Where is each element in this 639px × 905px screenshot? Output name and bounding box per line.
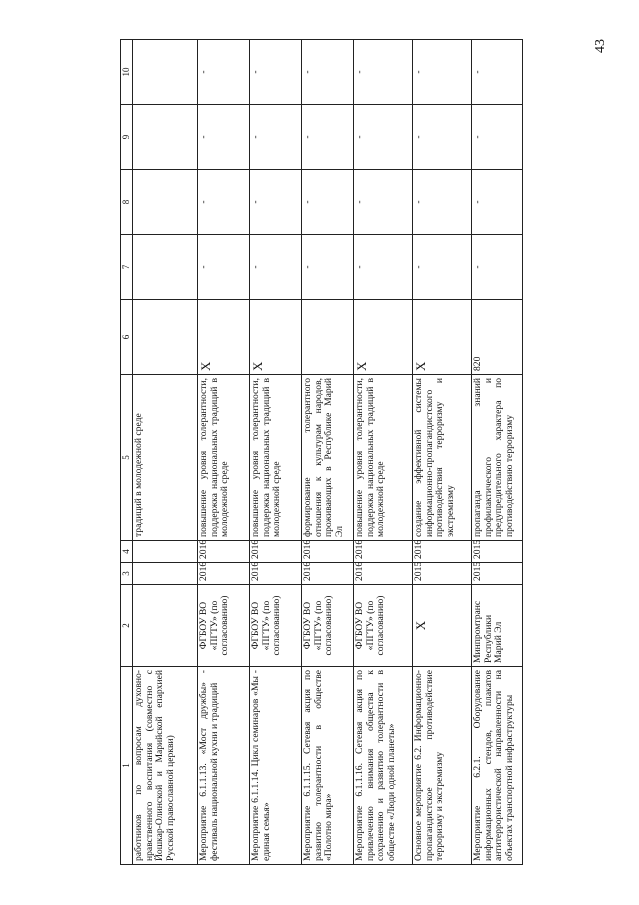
value-cell: - [413,105,472,170]
executor-cell: ФГБОУ ВО «ПГТУ» (по согласованию) [354,585,413,667]
value-cell: Х [413,300,472,375]
value-cell: 820 [472,300,523,375]
end-year-cell: 2016 [354,541,413,563]
value-cell: - [302,105,354,170]
value-cell: - [472,40,523,105]
activity-name-cell: Мероприятие 6.1.1.14. Цикл семинаров «Мы - единая семья» [250,667,302,865]
value-cell [133,105,198,170]
table-row [413,40,472,865]
table-row [472,40,523,865]
value-cell: Х [354,300,413,375]
value-cell: - [302,170,354,235]
start-year-cell [133,563,198,585]
activity-name-cell: Мероприятие 6.1.1.15. Сетевая акция по развитию толерантности в обществе «Полотно мира» [302,667,354,865]
executor-cell: ФГБОУ ВО «ПГТУ» (по согласованию) [198,585,250,667]
end-year-cell: 2015 [472,541,523,563]
expected-result-cell: формирование толерантного отношения к культурам народов, проживающих в Республике Марий Эл [302,375,354,541]
expected-result-cell: повышение уровня толерантности, поддержка национальных традиций в молодежной среде [198,375,250,541]
start-year-cell: 2016 [354,563,413,585]
table-row [354,40,413,865]
table-row [302,40,354,865]
column-header: 5 [121,375,133,541]
column-header: 3 [121,563,133,585]
column-header: 10 [121,40,133,105]
value-cell [133,235,198,300]
start-year-cell: 2016 [198,563,250,585]
column-header: 8 [121,170,133,235]
end-year-cell: 2016 [413,541,472,563]
start-year-cell: 2015 [472,563,523,585]
expected-result-cell: повышение уровня толерантности, поддержка национальных традиций в молодежной среде [250,375,302,541]
table-row [133,40,198,865]
page-number: 43 [593,39,608,53]
value-cell: - [472,170,523,235]
value-cell: Х [250,300,302,375]
activity-name-cell: Мероприятие 6.2.1. Оборудование информационных стендов, плакатов антитеррористической направленности на объектах транспортной инфраструктуры [472,667,523,865]
activity-name-cell: Мероприятие 6.1.1.13. «Мост дружбы» - фестиваль национальной кухни и традиций [198,667,250,865]
table-row [198,40,250,865]
start-year-cell: 2016 [250,563,302,585]
value-cell: - [198,105,250,170]
start-year-cell: 2016 [302,563,354,585]
value-cell: - [413,235,472,300]
value-cell [133,300,198,375]
start-year-cell: 2015 [413,563,472,585]
program-activities-table [120,39,523,865]
value-cell: - [354,105,413,170]
column-header: 1 [121,667,133,865]
value-cell: - [354,235,413,300]
value-cell: - [198,170,250,235]
value-cell: - [198,235,250,300]
rotated-page-content [120,40,590,865]
value-cell: - [354,170,413,235]
value-cell: - [250,235,302,300]
column-header: 9 [121,105,133,170]
executor-cell [133,585,198,667]
end-year-cell: 2016 [302,541,354,563]
table-row [250,40,302,865]
activity-name-cell: Основное мероприятие 6.2. Информационно-пропагандистское противодействие терроризму и экстремизму [413,667,472,865]
column-header: 2 [121,585,133,667]
executor-cell: Минпромтранс Республики Марий Эл [472,585,523,667]
column-header: 6 [121,300,133,375]
value-cell: - [250,40,302,105]
end-year-cell: 2016 [198,541,250,563]
column-header: 7 [121,235,133,300]
value-cell: - [354,40,413,105]
value-cell: - [250,170,302,235]
column-header: 4 [121,541,133,563]
value-cell: Х [198,300,250,375]
value-cell: - [472,105,523,170]
value-cell: - [302,235,354,300]
executor-cell: ФГБОУ ВО «ПГТУ» (по согласованию) [250,585,302,667]
value-cell: - [250,105,302,170]
value-cell: - [302,40,354,105]
value-cell: - [413,40,472,105]
executor-cell: ФГБОУ ВО «ПГТУ» (по согласованию) [302,585,354,667]
value-cell: - [413,170,472,235]
expected-result-cell: традиций в молодежной среде [133,375,198,541]
value-cell [133,170,198,235]
table-header-row [121,40,133,865]
value-cell: - [198,40,250,105]
end-year-cell: 2016 [250,541,302,563]
value-cell: - [472,235,523,300]
expected-result-cell: пропаганда знаний профилактического и предупредительного характера по противодействию терроризму [472,375,523,541]
expected-result-cell: повышение уровня толерантности, поддержка национальных традиций в молодежной среде [354,375,413,541]
expected-result-cell: создание эффективной системы информационно-пропагандистского противодействия терроризму и экстремизму [413,375,472,541]
end-year-cell [133,541,198,563]
value-cell [302,300,354,375]
activity-name-cell: Мероприятие 6.1.1.16. Сетевая акция по привлечению внимания общества к сохранению и развитию толерантности в обществе «Люди одной планеты» [354,667,413,865]
executor-cell: Х [413,585,472,667]
activity-name-cell: работников по вопросам духовно-нравственного воспитания (совместно с Йошкар-Олинской и Марийской епархией Русской православной церкви) [133,667,198,865]
value-cell [133,40,198,105]
